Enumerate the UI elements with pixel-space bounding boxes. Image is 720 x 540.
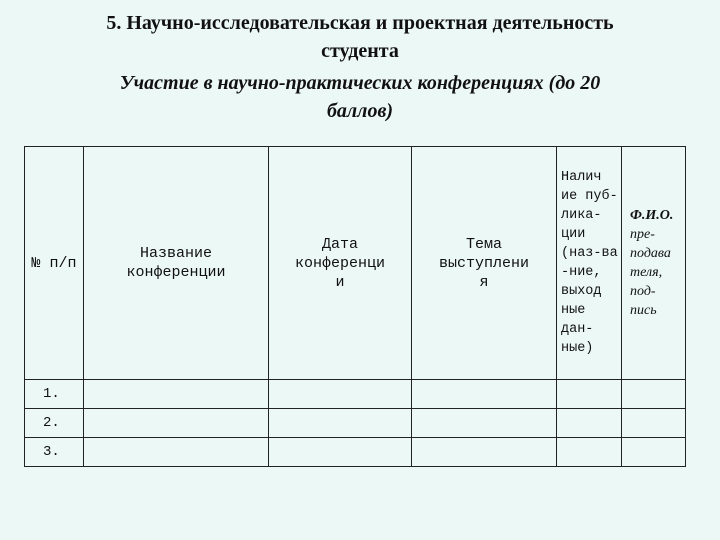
header-row [25,147,686,380]
table-row [25,438,686,467]
header-cell-publication [557,147,622,380]
header-cell-conference-date [269,147,412,380]
header-number-label: № п/п [31,254,77,272]
conference-name-cell[interactable] [84,438,269,467]
section-title-continued: студента [321,40,399,62]
conference-name-cell[interactable] [84,380,269,409]
publication-cell[interactable] [557,409,622,438]
table-row [25,380,686,409]
row-number: 2. [43,415,60,431]
row-number-cell [25,380,84,409]
subsection-title-continued: баллов) [326,100,394,122]
talk-topic-cell[interactable] [412,438,557,467]
row-number-cell [25,438,84,467]
row-number-cell [25,409,84,438]
conference-date-cell[interactable] [269,438,412,467]
header-cell-number [25,147,84,380]
header-cell-teacher [622,147,686,380]
teacher-cell[interactable] [622,409,686,438]
header-talk-topic-label: Тема выступлени я [438,235,529,291]
header-conference-date-label: Дата конференци и [294,235,385,291]
row-number: 3. [43,444,60,460]
conference-date-cell[interactable] [269,380,412,409]
header-cell-conference-name [84,147,269,380]
conference-date-cell[interactable] [269,409,412,438]
subsection-title: Участие в научно-практических конференциях (до 20 [119,72,601,94]
header-conference-name-label: Название конференции [126,245,226,281]
conference-table [24,146,686,467]
teacher-cell[interactable] [622,380,686,409]
talk-topic-cell[interactable] [412,409,557,438]
publication-cell[interactable] [557,380,622,409]
talk-topic-cell[interactable] [412,380,557,409]
header-cell-talk-topic [412,147,557,380]
section-title: 5. Научно-исследовательская и проектная деятельность [106,12,614,34]
teacher-cell[interactable] [622,438,686,467]
row-number: 1. [43,386,60,402]
conference-name-cell[interactable] [84,409,269,438]
header-teacher-label: пре- подава теля, под- пись [630,227,671,318]
header-publication-label: Налич ие пуб- лика- ции (наз-ва -ние, выход ные дан- ные) [561,170,618,356]
header-teacher-title: Ф.И.О. [630,208,674,223]
publication-cell[interactable] [557,438,622,467]
table-row [25,409,686,438]
